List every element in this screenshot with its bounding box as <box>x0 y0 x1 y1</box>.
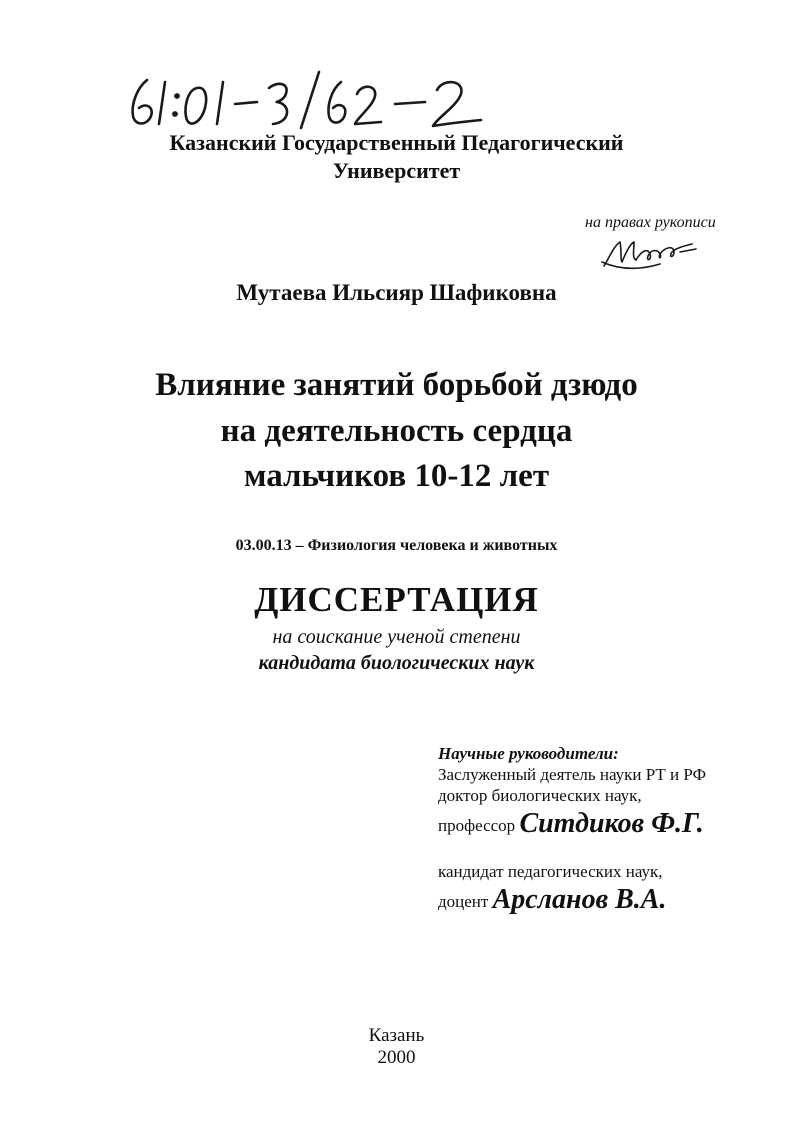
author-name: Мутаева Ильсияр Шафиковна <box>236 280 557 305</box>
manuscript-rights-note: на правах рукописи <box>585 214 716 231</box>
dissertation-title-line-3: мальчиков 10-12 лет <box>243 458 550 494</box>
author-signature <box>600 232 700 274</box>
advisors-heading: Научные руководители: <box>438 744 619 763</box>
advisor-1-title-line-1: Заслуженный деятель науки РТ и РФ <box>438 765 706 784</box>
document-type-heading: ДИССЕРТАЦИЯ <box>254 580 539 619</box>
university-name-line-2: Университет <box>332 158 461 183</box>
advisor-1-rank: профессор <box>438 816 516 835</box>
degree-line-1: на соискание ученой степени <box>272 626 521 648</box>
degree-line-2: кандидата биологических наук <box>258 652 535 674</box>
advisor-2-name: Арсланов В.А. <box>492 884 667 915</box>
advisor-1-row <box>438 808 704 840</box>
city: Казань <box>368 1025 425 1046</box>
advisor-2-title-line-1: кандидат педагогических наук, <box>438 862 663 881</box>
university-name-line-1: Казанский Государственный Педагогический <box>169 130 624 155</box>
advisor-2-rank: доцент <box>438 892 489 911</box>
advisor-1-title-line-2: доктор биологических наук, <box>438 786 642 805</box>
year: 2000 <box>377 1047 416 1068</box>
advisor-1-name: Ситдиков Ф.Г. <box>519 808 704 839</box>
dissertation-title-line-1: Влияние занятий борьбой дзюдо <box>155 367 638 403</box>
advisor-2-row <box>438 884 666 916</box>
dissertation-title-line-2: на деятельность сердца <box>220 413 573 449</box>
archive-code-handwriting <box>125 66 525 136</box>
specialty-code: 03.00.13 – Физиология человека и животных <box>235 537 558 554</box>
